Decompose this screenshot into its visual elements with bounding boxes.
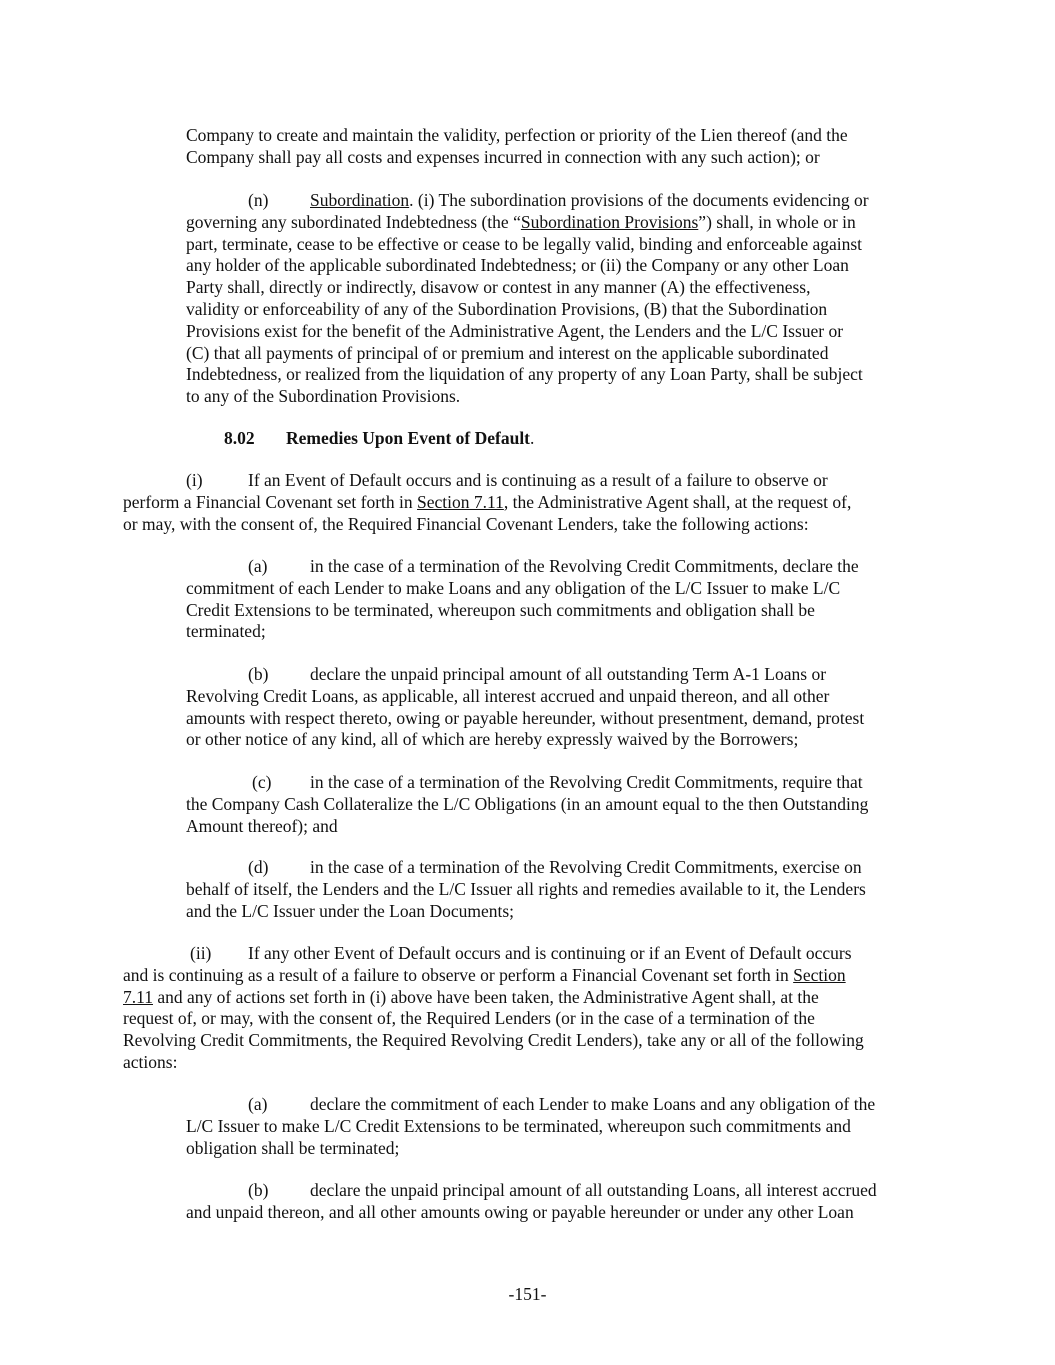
text-line: amounts with respect thereto, owing or payable hereunder, without presentment, demand, protest [186,707,865,728]
text-line: Company to create and maintain the validity, perfection or priority of the Lien thereof (and the [186,125,848,145]
paragraph-label: (a) [248,1094,268,1114]
paragraph-label: (d) [248,857,269,877]
text-line: terminated; [186,621,266,642]
text-run: declare the commitment of each Lender to make Loans and any obligation of the [310,1094,876,1114]
text-run: and any of actions set forth in (i) above have been taken, the Administrative Agent shall, at the [152,986,819,1007]
text-line [186,857,936,879]
paragraph-i-a [186,556,936,643]
text-run: in the case of a termination of the Revolving Credit Commitments, exercise on [310,857,862,877]
text-line: or may, with the consent of, the Required Financial Covenant Lenders, take the following actions: [123,513,809,534]
paragraph-label: (b) [248,1180,269,1200]
section-number: 8.02 [224,428,255,448]
paragraph-n-subordination [186,190,936,408]
text-run: , the Administrative Agent shall, at the request of, [503,491,852,512]
paragraph-label: (i) [186,470,203,490]
text-line: Provisions exist for the benefit of the Administrative Agent, the Lenders and the L/C Issuer or [186,320,844,341]
paragraph-label: (ii) [190,943,212,963]
text-line [186,1094,936,1116]
text-line: Credit Extensions to be terminated, whereupon such commitments and obligation shall be [186,599,815,620]
text-line: Amount thereof); and [186,815,338,836]
text-run: governing any subordinated Indebtedness (the “ [186,211,521,232]
text-line: and the L/C Issuer under the Loan Documents; [186,900,515,921]
text-line: the Company Cash Collateralize the L/C Obligations (in an amount equal to the then Outstanding [186,793,869,814]
paragraph-label: (c) [252,772,272,792]
paragraph-ii-b [186,1180,936,1224]
text-line: or other notice of any kind, all of which are hereby expressly waived by the Borrowers; [186,729,799,750]
text-line: commitment of each Lender to make Loans and any obligation of the L/C Issuer to make L/C [186,577,841,598]
text-line [186,1180,936,1202]
text-line [123,470,936,492]
text-line [186,212,936,234]
text-line: validity or enforceability of any of the Subordination Provisions, (B) that the Subordination [186,298,828,319]
text-run: in the case of a termination of the Revolving Credit Commitments, require that [310,772,863,792]
paragraph-i-b [186,664,936,751]
text-line: and unpaid thereon, and all other amounts owing or payable hereunder or under any other Loan [186,1201,854,1222]
text-line: Indebtedness, or realized from the liquidation of any property of any Loan Party, shall be subject [186,364,863,385]
section-reference-link[interactable]: Section 7.11 [417,491,504,512]
section-8-02-heading [186,428,936,450]
text-line [186,664,936,686]
text-run: ”) shall, in whole or in [698,211,856,232]
text-run: declare the unpaid principal amount of all outstanding Loans, all interest accrued [310,1180,877,1200]
paragraph-ii [123,943,936,1074]
text-line: Revolving Credit Loans, as applicable, all interest accrued and unpaid thereon, and all other [186,685,830,706]
paragraph-label: (n) [248,190,269,210]
defined-term: Subordination Provisions [520,211,699,232]
section-heading: Subordination [310,190,410,210]
text-line: Party shall, directly or indirectly, disavow or contest in any manner (A) the effectiveness, [186,277,811,298]
text-line: Revolving Credit Commitments, the Required Revolving Credit Lenders), take any or all of the following [123,1030,864,1051]
paragraph-i-c [186,772,936,837]
text-run: perform a Financial Covenant set forth in [123,491,418,512]
text-line: actions: [123,1051,178,1072]
text-line: to any of the Subordination Provisions. [186,386,461,407]
section-reference-link[interactable]: Section [793,964,846,985]
paragraph-i-d [186,857,936,922]
text-run: . [530,428,535,448]
text-line [186,428,936,450]
paragraph-i [123,470,936,535]
text-run: and is continuing as a result of a failure to observe or perform a Financial Covenant set forth in [123,964,794,985]
text-line [123,987,936,1009]
text-line: request of, or may, with the consent of, the Required Lenders (or in the case of a termination of the [123,1008,815,1029]
paragraph-label: (a) [248,556,268,576]
text-line [186,190,936,212]
page-number: -151- [508,1284,547,1304]
text-line [186,556,936,578]
text-run: . (i) The subordination provisions of the documents evidencing or [409,190,869,210]
text-line: Company shall pay all costs and expenses incurred in connection with any such action); or [186,146,820,167]
text-run: If any other Event of Default occurs and is continuing or if an Event of Default occurs [248,943,852,963]
text-run: declare the unpaid principal amount of all outstanding Term A-1 Loans or [310,664,827,684]
section-title: Remedies Upon Event of Default [286,428,531,448]
text-line [186,772,936,794]
text-line [123,492,936,514]
paragraph-label: (b) [248,664,269,684]
text-line [123,965,936,987]
text-line: obligation shall be terminated; [186,1137,400,1158]
paragraph-m-continuation [186,125,936,169]
text-run: If an Event of Default occurs and is continuing as a result of a failure to observe or [248,470,828,490]
text-line: part, terminate, cease to be effective or cease to be legally valid, binding and enforceable against [186,233,863,254]
text-line: L/C Issuer to make L/C Credit Extensions to be terminated, whereupon such commitments and [186,1115,851,1136]
text-run: in the case of a termination of the Revolving Credit Commitments, declare the [310,556,859,576]
text-line [123,943,936,965]
text-line: (C) that all payments of principal of or premium and interest on the applicable subordinated [186,342,829,363]
paragraph-ii-a [186,1094,936,1159]
text-line: behalf of itself, the Lenders and the L/C Issuer all rights and remedies available to it, the Lenders [186,878,866,899]
section-reference-link[interactable]: 7.11 [123,986,153,1007]
text-line: any holder of the applicable subordinated Indebtedness; or (ii) the Company or any other Loan [186,255,849,276]
